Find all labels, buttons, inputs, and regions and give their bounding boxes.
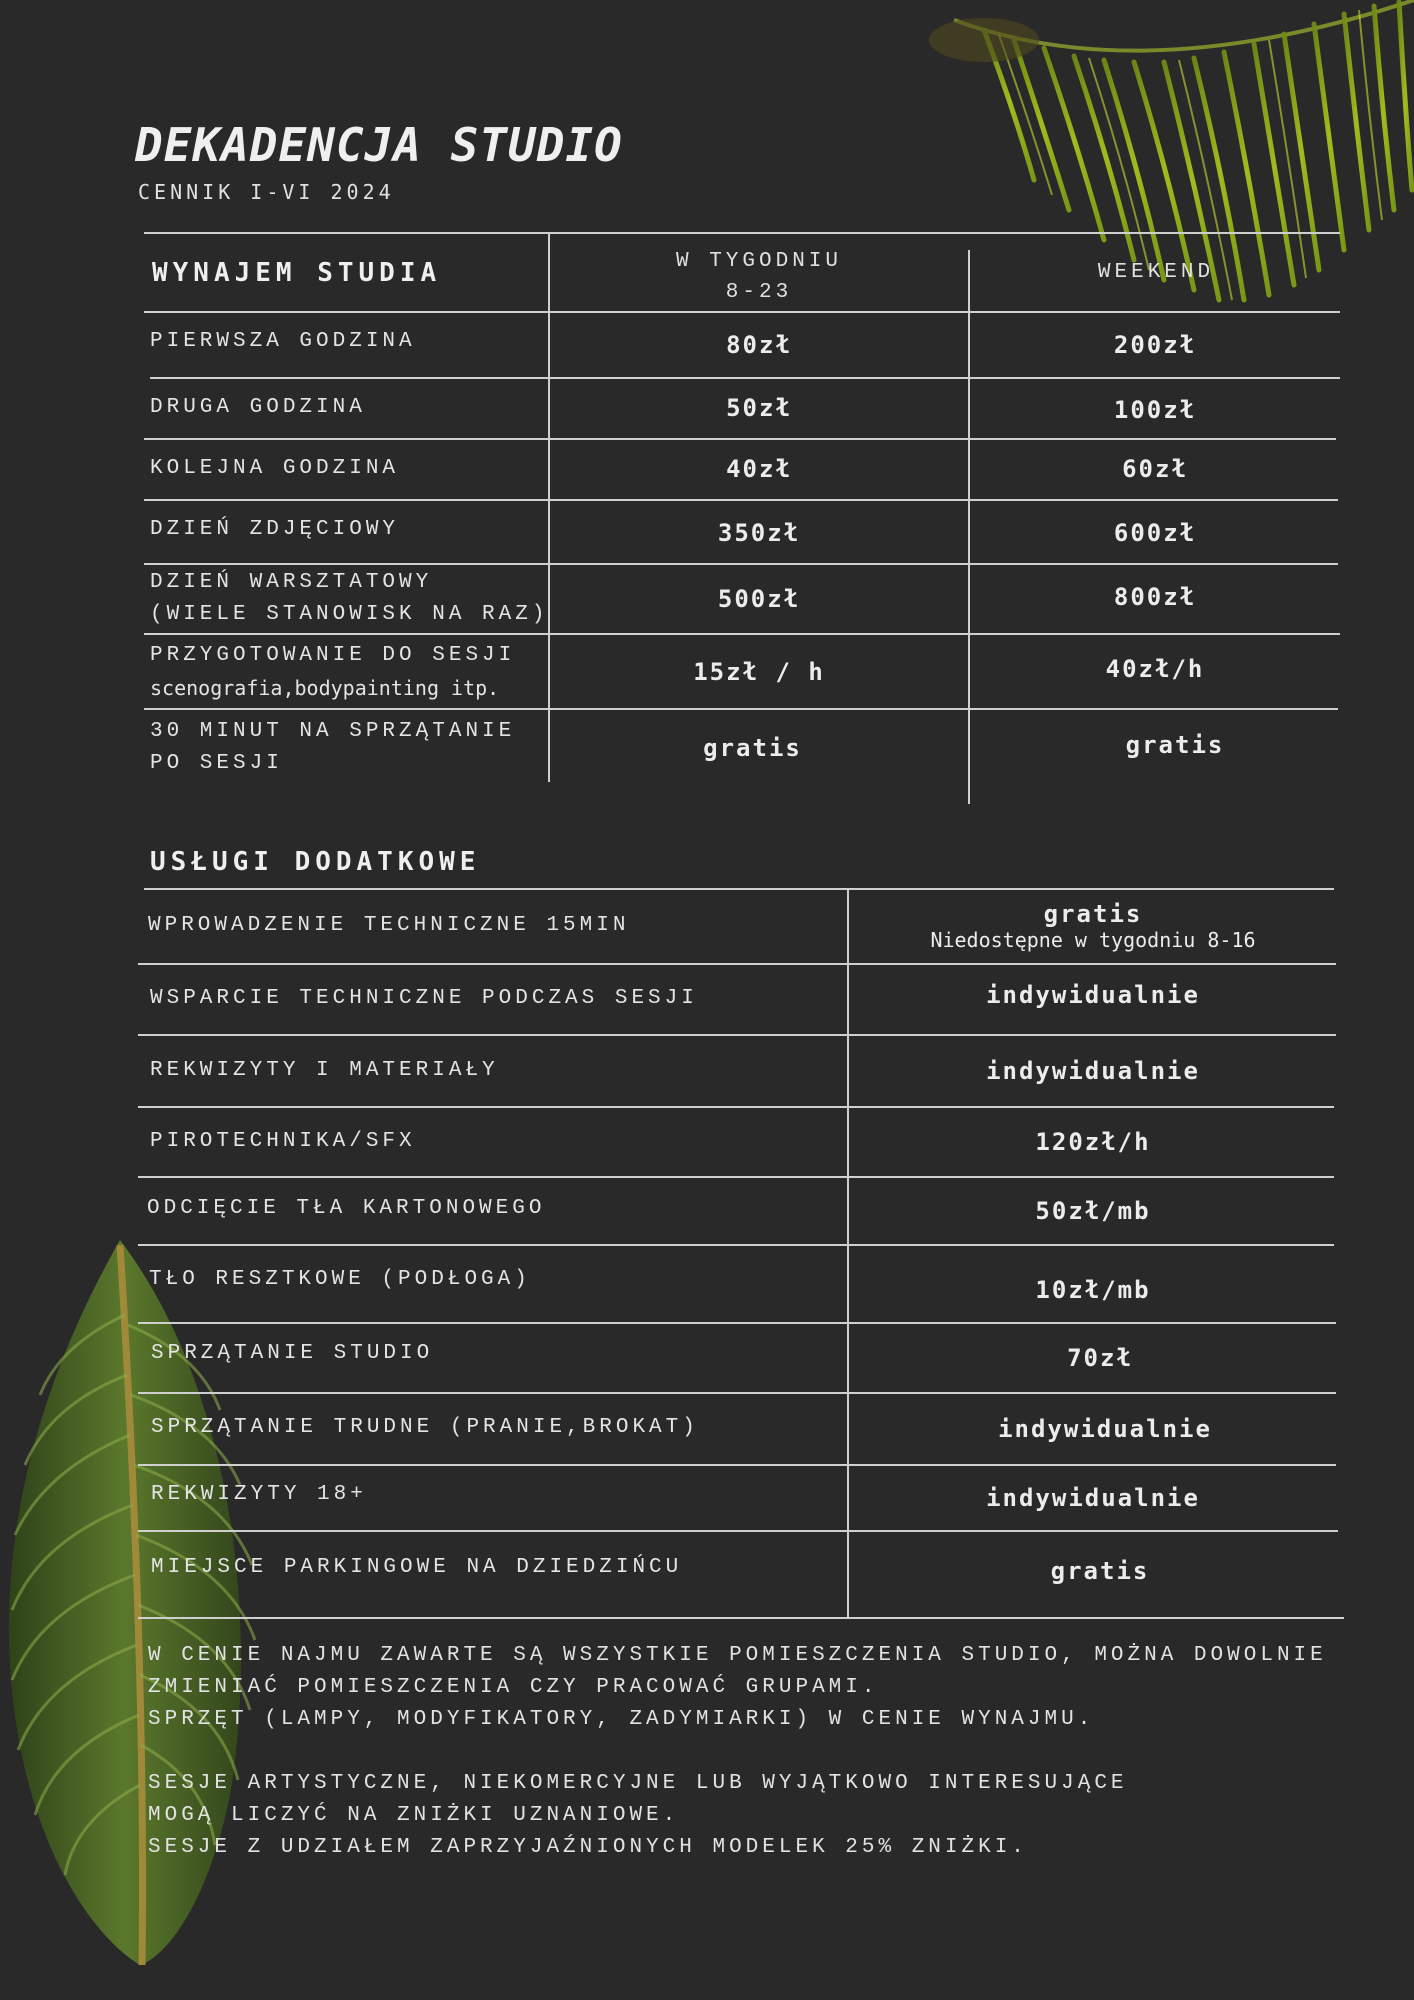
rental-row-weekend: 200zł	[1113, 331, 1197, 359]
rental-row-label-line2: PO SESJI	[150, 752, 283, 775]
extras-row-label: SPRZĄTANIE TRUDNE (PRANIE,BROKAT)	[151, 1415, 699, 1439]
extras-row-label: SPRZĄTANIE STUDIO	[151, 1342, 434, 1365]
table-divider	[138, 1464, 1336, 1466]
rental-row-label	[0, 566, 548, 632]
extras-row-label: REKWIZYTY I MATERIAŁY	[150, 1058, 499, 1082]
note-line: SPRZĘT (LAMPY, MODYFIKATORY, ZADYMIARKI) W CENIE WYNAJMU.	[148, 1708, 1095, 1731]
extras-row-value: gratis	[1050, 1557, 1150, 1585]
note-line: SESJE Z UDZIAŁEM ZAPRZYJAŹNIONYCH MODELEK 25% ZNIŻKI.	[148, 1836, 1028, 1859]
extras-row-label: REKWIZYTY 18+	[151, 1482, 367, 1506]
rental-row-label-line2: scenografia,bodypainting itp.	[150, 676, 500, 700]
rental-row-label-line1: 30 MINUT NA SPRZĄTANIE	[150, 720, 516, 743]
note-line: SESJE ARTYSTYCZNE, NIEKOMERCYJNE LUB WYJĄTKOWO INTERESUJĄCE	[148, 1772, 1128, 1795]
table-divider	[138, 1244, 1334, 1246]
extras-heading: USŁUGI DODATKOWE	[150, 847, 481, 877]
rental-row-label	[0, 712, 548, 784]
table-divider	[144, 888, 1334, 890]
extras-row-value: 120zł/h	[1035, 1127, 1151, 1156]
rental-row-weekday: 15zł / h	[693, 658, 825, 686]
rental-row-weekend: 800zł	[1113, 583, 1197, 611]
extras-row-value: indywidualnie	[986, 981, 1200, 1009]
extras-row-label: TŁO RESZTKOWE (PODŁOGA)	[149, 1267, 531, 1291]
note-line: ZMIENIAĆ POMIESZCZENIA CZY PRACOWAĆ GRUPAMI.	[148, 1676, 879, 1699]
rental-heading: WYNAJEM STUDIA	[152, 258, 442, 288]
note-line: W CENIE NAJMU ZAWARTE SĄ WSZYSTKIE POMIESZCZENIA STUDIO, MOŻNA DOWOLNIE	[148, 1644, 1327, 1667]
table-divider	[138, 1617, 1344, 1619]
rental-row-weekday: gratis	[703, 734, 802, 762]
table-divider	[138, 1392, 1336, 1394]
rental-row-weekday: 80zł	[726, 331, 792, 359]
table-divider	[138, 1106, 1334, 1108]
table-divider	[150, 377, 1340, 379]
rental-row-weekend: 600zł	[1113, 519, 1197, 547]
extras-row-value: indywidualnie	[986, 1484, 1200, 1512]
column-header-weekend: WEEKEND	[1097, 260, 1215, 284]
rental-row-label-line1: PRZYGOTOWANIE DO SESJI	[150, 644, 516, 667]
extras-row-note: Niedostępne w tygodniu 8-16	[930, 928, 1256, 952]
rental-row-label-line2: (WIELE STANOWISK NA RAZ)	[150, 603, 549, 626]
extras-row-label: WSPARCIE TECHNICZNE PODCZAS SESJI	[150, 987, 698, 1010]
table-divider	[138, 1176, 1334, 1178]
rental-row-label-line1: DZIEŃ WARSZTATOWY	[150, 571, 433, 594]
rental-row-weekday: 50zł	[726, 394, 792, 422]
table-divider	[138, 963, 1336, 965]
table-divider	[138, 1530, 1338, 1532]
extras-row-label: MIEJSCE PARKINGOWE NA DZIEDZIŃCU	[151, 1556, 683, 1579]
rental-row-weekend: gratis	[1125, 731, 1225, 759]
table-divider	[144, 708, 1338, 710]
page-title: DEKADENCJA STUDIO	[135, 118, 623, 172]
table-divider	[847, 890, 849, 1618]
extras-row-value: 10zł/mb	[1035, 1275, 1151, 1304]
table-divider	[144, 311, 1340, 313]
column-header-weekday-line2: 8-23	[725, 281, 793, 304]
table-divider	[144, 232, 1340, 234]
rental-row-weekend: 40zł/h	[1105, 655, 1205, 683]
rental-row-label: PIERWSZA GODZINA	[150, 330, 416, 353]
extras-row-value	[850, 891, 1336, 961]
rental-row-label: KOLEJNA GODZINA	[150, 457, 400, 480]
rental-row-weekday: 40zł	[726, 455, 792, 483]
table-divider	[144, 499, 1338, 501]
extras-row-value: 70zł	[1067, 1344, 1133, 1372]
extras-row-label: ODCIĘCIE TŁA KARTONOWEGO	[147, 1197, 546, 1220]
extras-row-value: 50zł/mb	[1035, 1196, 1151, 1225]
page-subtitle: CENNIK I-VI 2024	[138, 180, 395, 204]
rental-row-label	[0, 636, 548, 708]
rental-row-label: DZIEŃ ZDJĘCIOWY	[150, 518, 400, 541]
table-divider	[144, 633, 1340, 635]
column-header-weekday-line1: W TYGODNIU	[675, 250, 843, 273]
rental-row-weekday: 350zł	[717, 519, 801, 547]
rental-row-label: DRUGA GODZINA	[150, 396, 366, 419]
note-gap	[148, 1736, 1327, 1768]
note-line: MOGĄ LICZYĆ NA ZNIŻKI UZNANIOWE.	[148, 1804, 680, 1827]
extras-row-label: WPROWADZENIE TECHNICZNE 15MIN	[148, 914, 630, 937]
extras-row-value: indywidualnie	[986, 1056, 1200, 1085]
rental-row-weekend: 100zł	[1113, 396, 1197, 424]
table-divider	[138, 1034, 1336, 1036]
extras-row-value-main: gratis	[1043, 900, 1143, 928]
extras-row-label: PIROTECHNIKA/SFX	[150, 1129, 416, 1153]
rental-row-weekend: 60zł	[1122, 455, 1188, 483]
column-header-weekday	[552, 244, 966, 310]
extras-row-value: indywidualnie	[998, 1414, 1212, 1443]
notes	[148, 1640, 1327, 1864]
rental-row-weekday: 500zł	[717, 585, 801, 613]
